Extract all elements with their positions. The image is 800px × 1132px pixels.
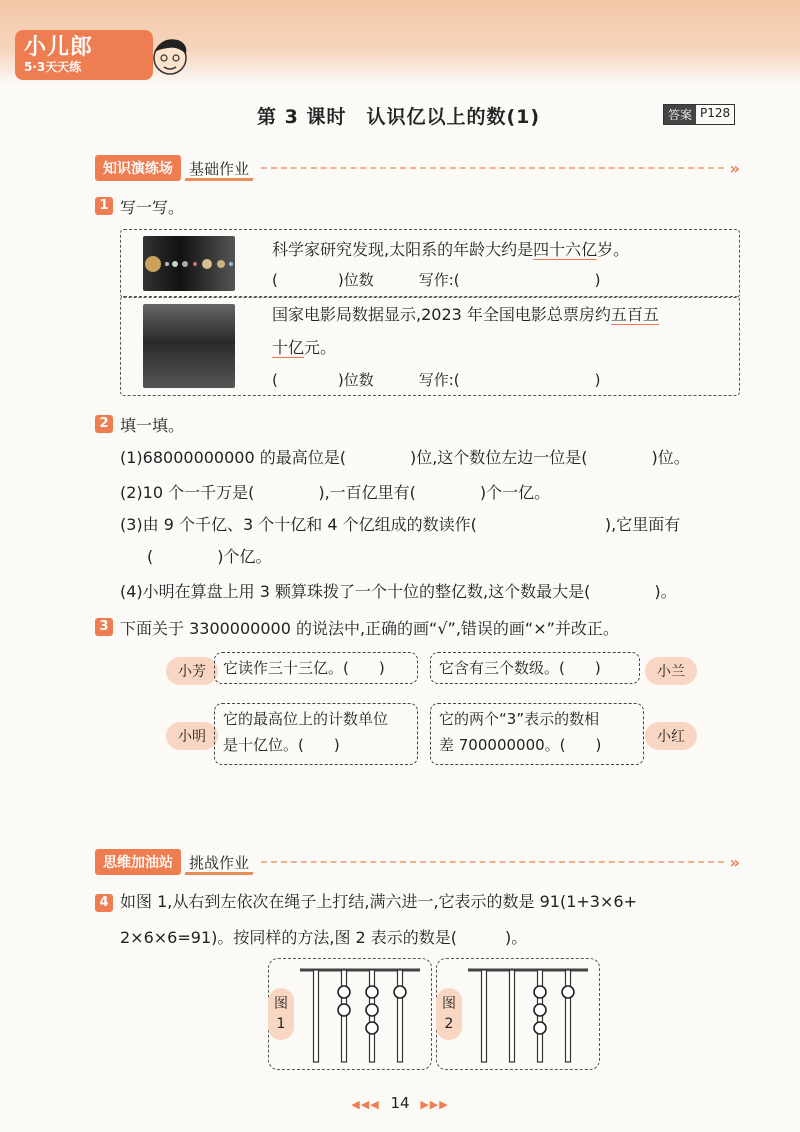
rope xyxy=(482,970,487,1062)
question-prompt: 下面关于 3300000000 的说法中,正确的画“√”,错误的画“×”并改正。 xyxy=(120,619,619,638)
name-label: 小芳 xyxy=(166,657,218,685)
section-challenge xyxy=(95,850,740,874)
knot xyxy=(534,1022,546,1034)
q1-row1-text: 科学家研究发现,太阳系的年龄大约是四十六亿岁。 xyxy=(272,240,630,259)
knot xyxy=(366,1022,378,1034)
knot xyxy=(394,986,406,998)
divider xyxy=(261,861,724,863)
question-number: 1 xyxy=(95,197,113,215)
q2-item[interactable]: (3)由 9 个千亿、3 个十亿和 4 个亿组成的数读作( ),它里面有 xyxy=(120,515,681,534)
rope xyxy=(398,970,403,1062)
chevron-right-icon: » xyxy=(729,852,740,872)
knot xyxy=(366,1004,378,1016)
question-number: 4 xyxy=(95,894,113,912)
chevron-right-icon: » xyxy=(729,158,740,178)
knot xyxy=(562,986,574,998)
statement-box[interactable]: 它含有三个数级。( ) xyxy=(430,652,640,684)
solar-system-photo xyxy=(143,236,235,291)
q4-text-1: 如图 1,从右到左依次在绳子上打结,满六进一,它表示的数是 91(1+3×6+ xyxy=(120,892,637,911)
q2-item[interactable]: ( )个亿。 xyxy=(147,547,272,566)
statement-box[interactable]: 它读作三十三亿。( ) xyxy=(214,652,418,684)
page-number: 14 xyxy=(390,1094,410,1112)
question-prompt: 填一填。 xyxy=(120,416,185,435)
knot xyxy=(534,1004,546,1016)
figure-2-label: 图 2 xyxy=(436,988,462,1040)
name-label: 小红 xyxy=(645,722,697,750)
q1-row2-answer[interactable]: ( )位数 写作:( ) xyxy=(272,371,601,389)
name-label: 小兰 xyxy=(645,657,697,685)
question-prompt: 写一写。 xyxy=(120,198,185,217)
name-label: 小明 xyxy=(166,722,218,750)
brand-title: 小儿郎 xyxy=(24,35,94,60)
section-basic xyxy=(95,156,740,180)
knot xyxy=(366,986,378,998)
rope xyxy=(314,970,319,1062)
knot xyxy=(534,986,546,998)
q4-text-2[interactable]: 2×6×6=91)。按同样的方法,图 2 表示的数是( )。 xyxy=(120,928,528,947)
page-footer xyxy=(0,1094,800,1112)
knot xyxy=(338,986,350,998)
statement-box[interactable]: 它的两个“3”表示的数相 差 700000000。( ) xyxy=(430,703,644,765)
question-number: 2 xyxy=(95,415,113,433)
rope xyxy=(510,970,515,1062)
knot-rope-figure-2 xyxy=(464,962,592,1066)
mascot-icon xyxy=(148,34,192,80)
answer-reference[interactable] xyxy=(663,104,735,125)
arrows-right-icon: ▶▶▶ xyxy=(420,1098,449,1111)
question-number: 3 xyxy=(95,618,113,636)
arrows-left-icon: ◀◀◀ xyxy=(351,1098,380,1111)
lesson-title: 第 3 课时 认识亿以上的数(1) xyxy=(257,106,541,128)
answer-label: 答案 xyxy=(664,105,696,124)
q1-row1-answer[interactable]: ( )位数 写作:( ) xyxy=(272,271,601,289)
q2-item[interactable]: (4)小明在算盘上用 3 颗算珠拨了一个十位的整亿数,这个数最大是( )。 xyxy=(120,582,677,601)
answer-page: P128 xyxy=(700,106,731,120)
q2-item[interactable]: (2)10 个一千万是( ),一百亿里有( )个一亿。 xyxy=(120,483,551,502)
divider xyxy=(261,167,724,169)
section-subtitle: 基础作业 xyxy=(189,159,250,178)
cinema-photo xyxy=(143,304,235,388)
rope xyxy=(566,970,571,1062)
knot-rope-figure-1 xyxy=(296,962,424,1066)
brand-subtitle: 5·3天天练 xyxy=(24,60,82,74)
q1-row2-text-2: 十亿元。 xyxy=(272,338,337,357)
statement-box[interactable]: 它的最高位上的计数单位 是十亿位。( ) xyxy=(214,703,418,765)
q2-item[interactable]: (1)68000000000 的最高位是( )位,这个数位左边一位是( )位。 xyxy=(120,448,690,467)
section-tag: 知识演练场 xyxy=(95,155,181,181)
knot xyxy=(338,1004,350,1016)
q1-row2-text-1: 国家电影局数据显示,2023 年全国电影总票房约五百五 xyxy=(272,305,659,324)
figure-1-label: 图 1 xyxy=(268,988,294,1040)
section-tag: 思维加油站 xyxy=(95,849,181,875)
section-subtitle: 挑战作业 xyxy=(189,853,250,872)
